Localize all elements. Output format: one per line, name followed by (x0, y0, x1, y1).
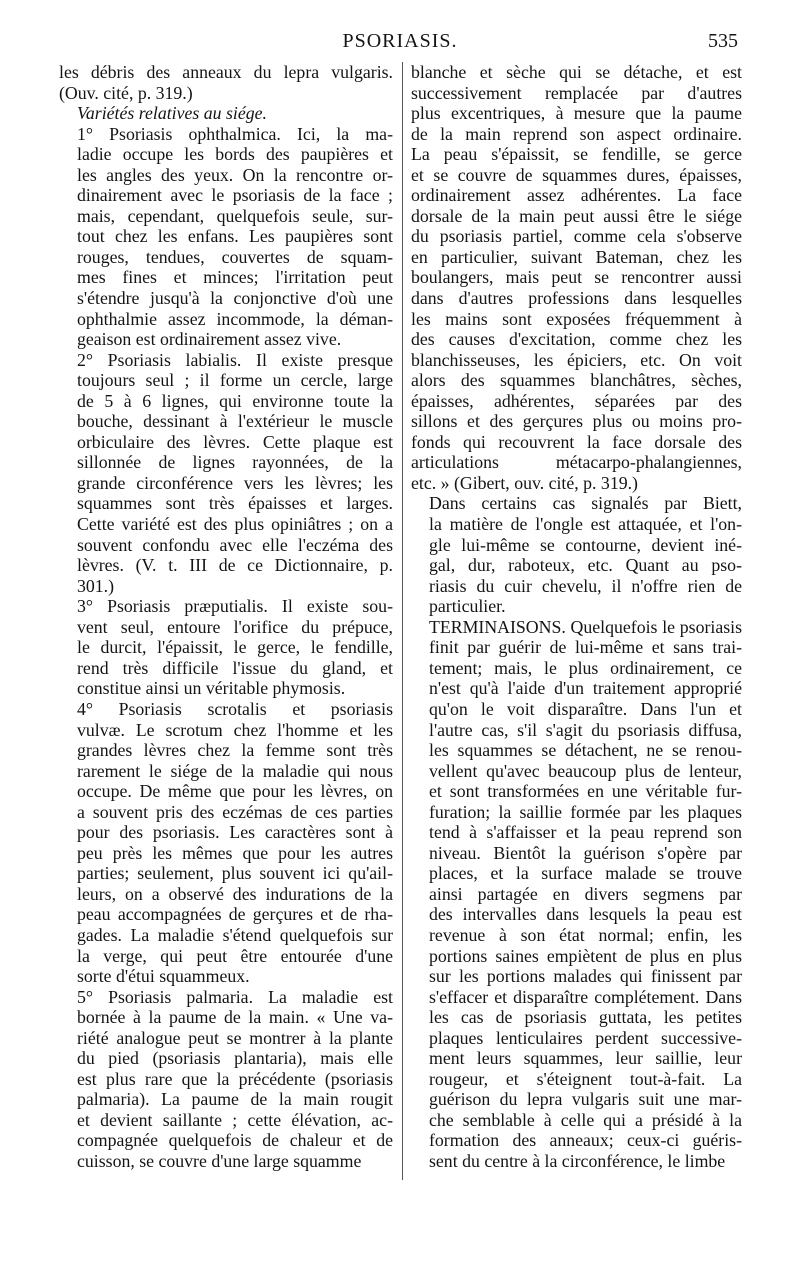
text-line: particulier. (429, 596, 506, 617)
text-line: et se couvre de squammes dures, épaisses, (411, 164, 742, 185)
text-line: peau accompagnées de gerçures et de rha- (77, 904, 393, 925)
text-line: formation des anneaux; ceux-ci guéris- (429, 1130, 742, 1151)
text-line: ophthalmie assez incommode, la déman- (77, 308, 393, 329)
text-line: les mains sont exposées fréquemment à (411, 308, 742, 329)
text-line: les squammes se détachent, ne se renou- (429, 740, 742, 761)
text-line: bornée à la paume de la main. « Une va- (77, 1007, 393, 1028)
subheading-text: Variétés relatives au siége. (77, 103, 267, 124)
text-line: compagnée quelquefois de chaleur et de (77, 1130, 393, 1151)
text-line: l'autre cas, s'il s'agit du psoriasis diffusa, (429, 719, 742, 740)
text-line: du psoriasis partiel, comme cela s'observe (411, 226, 742, 247)
text-line: Cette variété est des plus opiniâtres ; on a (77, 514, 393, 535)
text-line: squammes sont très épaisses et larges. (77, 493, 393, 514)
paragraph (59, 596, 393, 699)
text-line: sur les portions malades qui finissent par (429, 966, 742, 987)
text-line: épaisses, adhérentes, séparées par des (411, 390, 742, 411)
text-line: pour des psoriasis. Les caractères sont à (77, 822, 393, 843)
text-line: 301.) (77, 575, 115, 596)
text-line: sorte d'étui squammeux. (77, 966, 250, 987)
running-title: PSORIASIS. (342, 30, 458, 52)
text-line: a souvent pris des eczémas de ces parties (77, 801, 393, 822)
text-line: gal, dur, raboteux, etc. Quant au pso- (429, 555, 742, 576)
text-line: palmaria). La paume de la main rougit (77, 1089, 393, 1110)
text-line: toujours seul ; il forme un cercle, large (77, 370, 393, 391)
text-line: vellent qu'avec beaucoup plus de lenteur, (429, 760, 742, 781)
text-line: du pied (psoriasis plantaria), mais elle (77, 1048, 393, 1069)
text-line: bouche, dessinant à l'extérieur le muscle (77, 411, 393, 432)
text-line: furation; la saillie formée par les plaques (429, 801, 742, 822)
text-line: est plus rare que la précédente (psoriasis (77, 1068, 393, 1089)
text-line: la verge, qui peut être entourée d'une (77, 945, 393, 966)
text-line: tend à s'affaisser et la peau reprend son (429, 822, 742, 843)
text-line: de la main reprend son aspect ordinaire. (411, 123, 742, 144)
text-line: tout chez les enfans. Les paupières sont (77, 226, 393, 247)
text-line: Dans certains cas signalés par Biett, (429, 493, 742, 514)
text-line: orbiculaire des lèvres. Cette plaque est (77, 431, 393, 452)
text-line: boulangers, mais peut se rencontrer aussi (411, 267, 742, 288)
text-line: revenue à son état normal; enfin, les (429, 924, 742, 945)
text-line: TERMINAISONS. Quelquefois le psoriasis (429, 616, 742, 637)
text-line: riasis du cuir chevelu, il n'offre rien de (429, 575, 742, 596)
text-line: vent seul, entoure l'orifice du prépuce, (77, 616, 393, 637)
text-line: (Ouv. cité, p. 319.) (59, 82, 193, 103)
text-line: en particulier, suivant Bateman, chez les (411, 246, 742, 267)
text-line: rouges, tendues, couvertes de squam- (77, 246, 393, 267)
text-line: des intervalles dans lesquels la peau est (429, 904, 742, 925)
text-line: articulations métacarpo-phalangiennes, (411, 452, 742, 473)
text-line: occupe. De même que pour les lèvres, on (77, 781, 393, 802)
text-line: 1° Psoriasis ophthalmica. Ici, la ma- (77, 123, 393, 144)
text-line: peu près les mêmes que pour les autres (77, 842, 393, 863)
text-line: sent du centre à la circonférence, le limbe (429, 1150, 726, 1171)
text-line: guérison du lepra vulgaris suit une mar- (429, 1089, 742, 1110)
text-line: rougeur, et s'éteignent tout-à-fait. La (429, 1068, 742, 1089)
text-line: gle lui-même se contourne, devient iné- (429, 534, 742, 555)
text-line: alors des squammes blanchâtres, sèches, (411, 370, 742, 391)
left-column (59, 62, 393, 1172)
text-line: successivement remplacée par d'autres (411, 82, 742, 103)
section-subheading (59, 103, 393, 124)
text-line: les débris des anneaux du lepra vulgaris. (59, 62, 393, 82)
paragraph (59, 350, 393, 597)
text-line: rend très difficile l'issue du gland, et (77, 657, 393, 678)
text-line: 3° Psoriasis præputialis. Il existe sou- (77, 596, 393, 617)
text-line: le durcit, l'épaissit, le gerce, le fendille, (77, 637, 393, 658)
text-line: les angles des yeux. On la rencontre or- (77, 164, 393, 185)
text-line: grandes lèvres chez la femme sont très (77, 740, 393, 761)
paragraph (59, 699, 393, 987)
text-line: s'effacer et disparaître complétement. Dans (429, 986, 742, 1007)
page-header (0, 30, 800, 58)
text-line: la matière de l'ongle est attaquée, et l'on- (429, 514, 742, 535)
text-line: niveau. Bientôt la guérison s'opère par (429, 842, 742, 863)
text-line: fonds qui recouvrent la face dorsale des (411, 431, 742, 452)
text-line: grande circonférence vers les lèvres; les (77, 472, 393, 493)
text-line: blanchisseuses, les épiciers, etc. On voit (411, 349, 742, 370)
text-line: finit par guérir de lui-même et sans trai- (429, 637, 742, 658)
text-line: dans d'autres professions dans lesquelles (411, 288, 742, 309)
text-line: leurs, on a observé des indurations de la (77, 883, 393, 904)
text-line: et devient saillante ; cette élévation, ac- (77, 1109, 393, 1130)
text-line: qu'on le voit disparaître. Dans l'un et (429, 698, 742, 719)
text-line: 4° Psoriasis scrotalis et psoriasis (77, 698, 393, 719)
text-line: ainsi partagée en divers segmens par (429, 883, 742, 904)
text-line: plaques lenticulaires perdent successive- (429, 1027, 742, 1048)
text-line: ment leurs squammes, leur saillie, leur (429, 1048, 742, 1069)
text-line: places, et la surface malade se trouve (429, 863, 742, 884)
text-line: cuisson, se couvre d'une large squamme (77, 1150, 362, 1171)
paragraph (411, 493, 742, 616)
text-line: blanche et sèche qui se détache, et est (411, 62, 742, 82)
text-line: portions saines empiètent de plus en plus (429, 945, 742, 966)
text-line: constitue ainsi un véritable phymosis. (77, 678, 346, 699)
text-line: mais, cependant, quelquefois seule, sur- (77, 205, 393, 226)
text-line: lèvres. (V. t. III de ce Dictionnaire, p. (77, 555, 393, 576)
text-line: parties; seulement, plus souvent ici qu'ail- (77, 863, 393, 884)
page-number: 535 (708, 30, 738, 52)
text-line: s'étendre jusqu'à la conjonctive d'où une (77, 288, 393, 309)
text-line: n'est qu'à l'aide d'un traitement approprié (429, 678, 742, 699)
text-line: mes fines et minces; l'irritation peut (77, 267, 393, 288)
text-line: La peau s'épaissit, se fendille, se gerce (411, 144, 742, 165)
text-line: et sont transformées en une véritable fur- (429, 781, 742, 802)
text-line: dinairement avec le psoriasis de la face ; (77, 185, 393, 206)
paragraph (411, 617, 742, 1172)
text-line: geaison est ordinairement assez vive. (77, 329, 342, 350)
text-line: che semblable à celle qui a présidé à la (429, 1109, 742, 1130)
text-line: de 5 à 6 lignes, qui environne toute la (77, 390, 393, 411)
text-line: 2° Psoriasis labialis. Il existe presque (77, 349, 393, 370)
text-line: plus excentriques, à mesure que la paume (411, 103, 742, 124)
text-line: des causes d'excitation, comme chez les (411, 329, 742, 350)
text-line: sillons et des gerçures plus ou moins pro- (411, 411, 742, 432)
text-line: les cas de psoriasis guttata, les petites (429, 1007, 742, 1028)
text-line: 5° Psoriasis palmaria. La maladie est (77, 986, 393, 1007)
paragraph (59, 124, 393, 350)
paragraph-continuation (411, 62, 742, 493)
text-line: etc. » (Gibert, ouv. cité, p. 319.) (411, 472, 638, 493)
text-line: ladie occupe les bords des paupières et (77, 144, 393, 165)
paragraph (59, 987, 393, 1172)
text-line: riété analogue peut se montrer à la plante (77, 1027, 393, 1048)
right-column (411, 62, 742, 1172)
text-line: dorsale de la main peut aussi être le siége (411, 205, 742, 226)
text-line: vulvæ. Le scrotum chez l'homme et les (77, 719, 393, 740)
text-line: gades. La maladie s'étend quelquefois sur (77, 924, 393, 945)
text-line: souvent confondu avec elle l'eczéma des (77, 534, 393, 555)
text-line: rarement le siége de la maladie qui nous (77, 760, 393, 781)
column-divider (402, 62, 403, 1180)
text-line: sillonnée de lignes rayonnées, de la (77, 452, 393, 473)
text-line: tement; mais, le plus ordinairement, ce (429, 657, 742, 678)
paragraph-continuation (59, 62, 393, 103)
text-line: ordinairement assez adhérentes. La face (411, 185, 742, 206)
